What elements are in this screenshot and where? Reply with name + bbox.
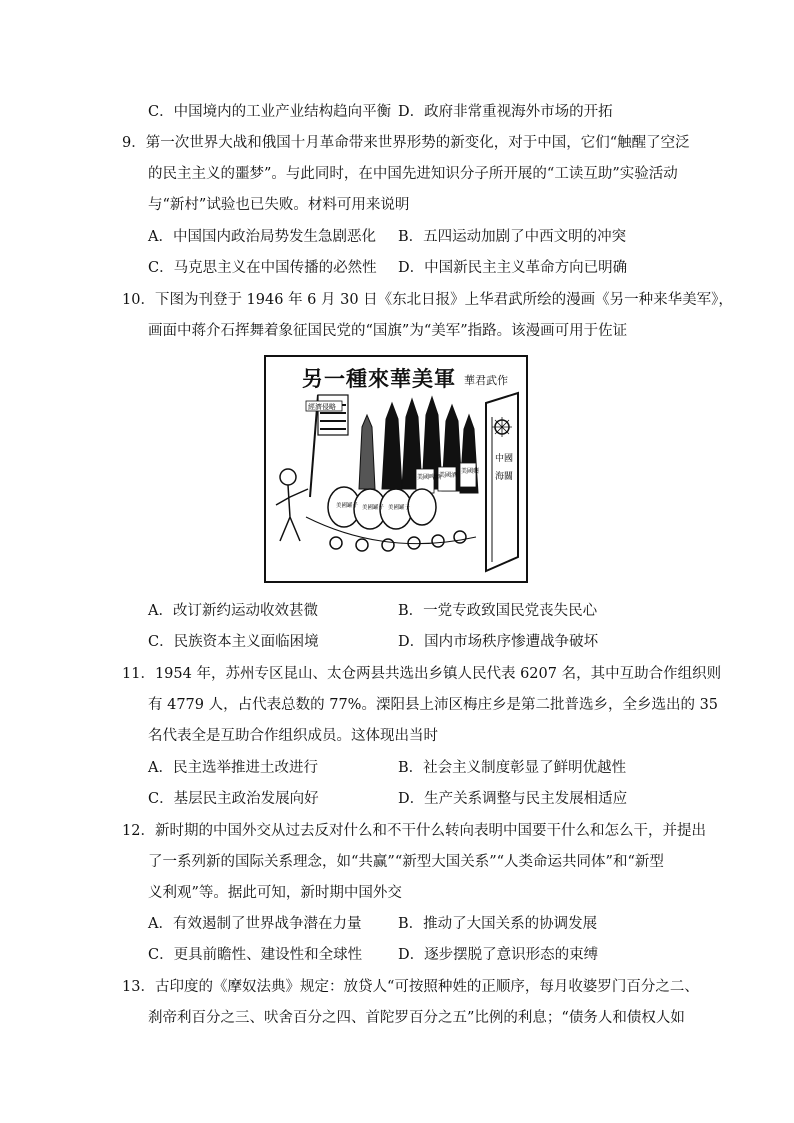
q10-option-c: C．民族资本主义面临困境 — [148, 634, 319, 650]
cartoon-title: 另一種來華美軍 — [302, 367, 456, 391]
q12-stem-line-2: 了一系列新的国际关系理念，如“共赢”“新型大国关系”“人类命运共同体”和“新型 — [148, 854, 664, 870]
q10-stem-line-1: 10．下图为刊登于 1946 年 6 月 30 日《东北日报》上华君武所绘的漫画《另一种来华美军》， — [122, 292, 733, 308]
q11-stem-line-2: 有 4779 人，占代表总数的 77%。溧阳县上沛区梅庄乡是第二批普选乡，全乡选出的 35 — [148, 697, 719, 713]
gate-label-top: 中國 — [495, 454, 514, 464]
q12-stem-line-3: 义利观”等。据此可知，新时期中国外交 — [148, 885, 402, 901]
q10-stem-line-2: 画面中蒋介石挥舞着象征国民党的“国旗”为“美军”指路。该漫画可用于佐证 — [148, 323, 628, 339]
q12-option-d: D．逐步摆脱了意识形态的束缚 — [398, 947, 599, 963]
q10-option-b: B．一党专政致国民党丧失民心 — [398, 603, 598, 619]
q12-option-a: A．有效遏制了世界战争潜在力量 — [148, 916, 362, 932]
flag-label: 經濟侵略 — [308, 403, 336, 411]
q12-option-c: C．更具前瞻性、建设性和全球性 — [148, 947, 363, 963]
q12-option-b: B．推动了大国关系的协调发展 — [398, 916, 598, 932]
q9-option-b: B．五四运动加剧了中西文明的冲突 — [398, 229, 627, 245]
bottle-label-1: 美國啤酒 — [417, 474, 442, 481]
can-label-1: 美國罐子 — [336, 503, 359, 509]
cans-icon — [328, 487, 466, 551]
q9-stem-line-2: 的民主主义的噩梦”。与此同时，在中国先进知识分子所开展的“工读互助”实验活动 — [148, 166, 678, 182]
can-label-2: 美國罐子 — [362, 505, 385, 511]
q11-option-c: C．基层民主政治发展向好 — [148, 791, 319, 807]
q11-stem-line-1: 11．1954 年，苏州专区昆山、太仓两县共选出乡镇人民代表 6207 名，其中互助合作组织则 — [122, 666, 722, 682]
cartoon-figure — [264, 355, 528, 583]
q8-option-c: C．中国境内的工业产业结构趋向平衡 — [148, 104, 392, 120]
q11-option-b: B．社会主义制度彰显了鲜明优越性 — [398, 760, 627, 776]
customs-gate-icon — [486, 393, 518, 571]
gate-label-bottom: 海關 — [495, 472, 514, 482]
can-label-3: 美國罐子 — [388, 505, 411, 511]
cartoon-author: 華君武作 — [464, 374, 508, 387]
q9-stem-line-1: 9．第一次世界大战和俄国十月革命带来世界形势的新变化，对于中国，它们“触醒了空泛 — [122, 135, 690, 151]
bottle-label-3: 美國藥 — [461, 468, 480, 475]
q13-stem-line-2: 刹帝利百分之三、吠舍百分之四、首陀罗百分之五”比例的利息；“债务人和债权人如 — [148, 1010, 685, 1026]
q11-option-a: A．民主选举推进土改进行 — [148, 760, 318, 776]
q10-option-d: D．国内市场秩序惨遭战争破坏 — [398, 634, 599, 650]
q10-option-a: A．改订新约运动收效甚微 — [148, 603, 318, 619]
q8-option-d: D．政府非常重视海外市场的开拓 — [398, 104, 613, 120]
q9-option-c: C．马克思主义在中国传播的必然性 — [148, 260, 377, 276]
q9-option-a: A．中国国内政治局势发生急剧恶化 — [148, 229, 376, 245]
q9-option-d: D．中国新民主主义革命方向已明确 — [398, 260, 628, 276]
q11-option-d: D．生产关系调整与民主发展相适应 — [398, 791, 628, 807]
q9-stem-line-3: 与“新村”试验也已失败。材料可用来说明 — [148, 197, 410, 213]
q11-stem-line-3: 名代表全是互助合作组织成员。这体现出当时 — [148, 728, 438, 744]
leader-figure-icon — [276, 469, 308, 541]
q13-stem-line-1: 13．古印度的《摩奴法典》规定：放贷人“可按照种姓的正顺序，每月收婆罗门百分之二、 — [122, 979, 699, 995]
q12-stem-line-1: 12．新时期的中国外交从过去反对什么和不干什么转向表明中国要干什么和怎么干，并提出 — [122, 823, 706, 839]
bottle-label-2: 美國酒 — [439, 472, 458, 479]
